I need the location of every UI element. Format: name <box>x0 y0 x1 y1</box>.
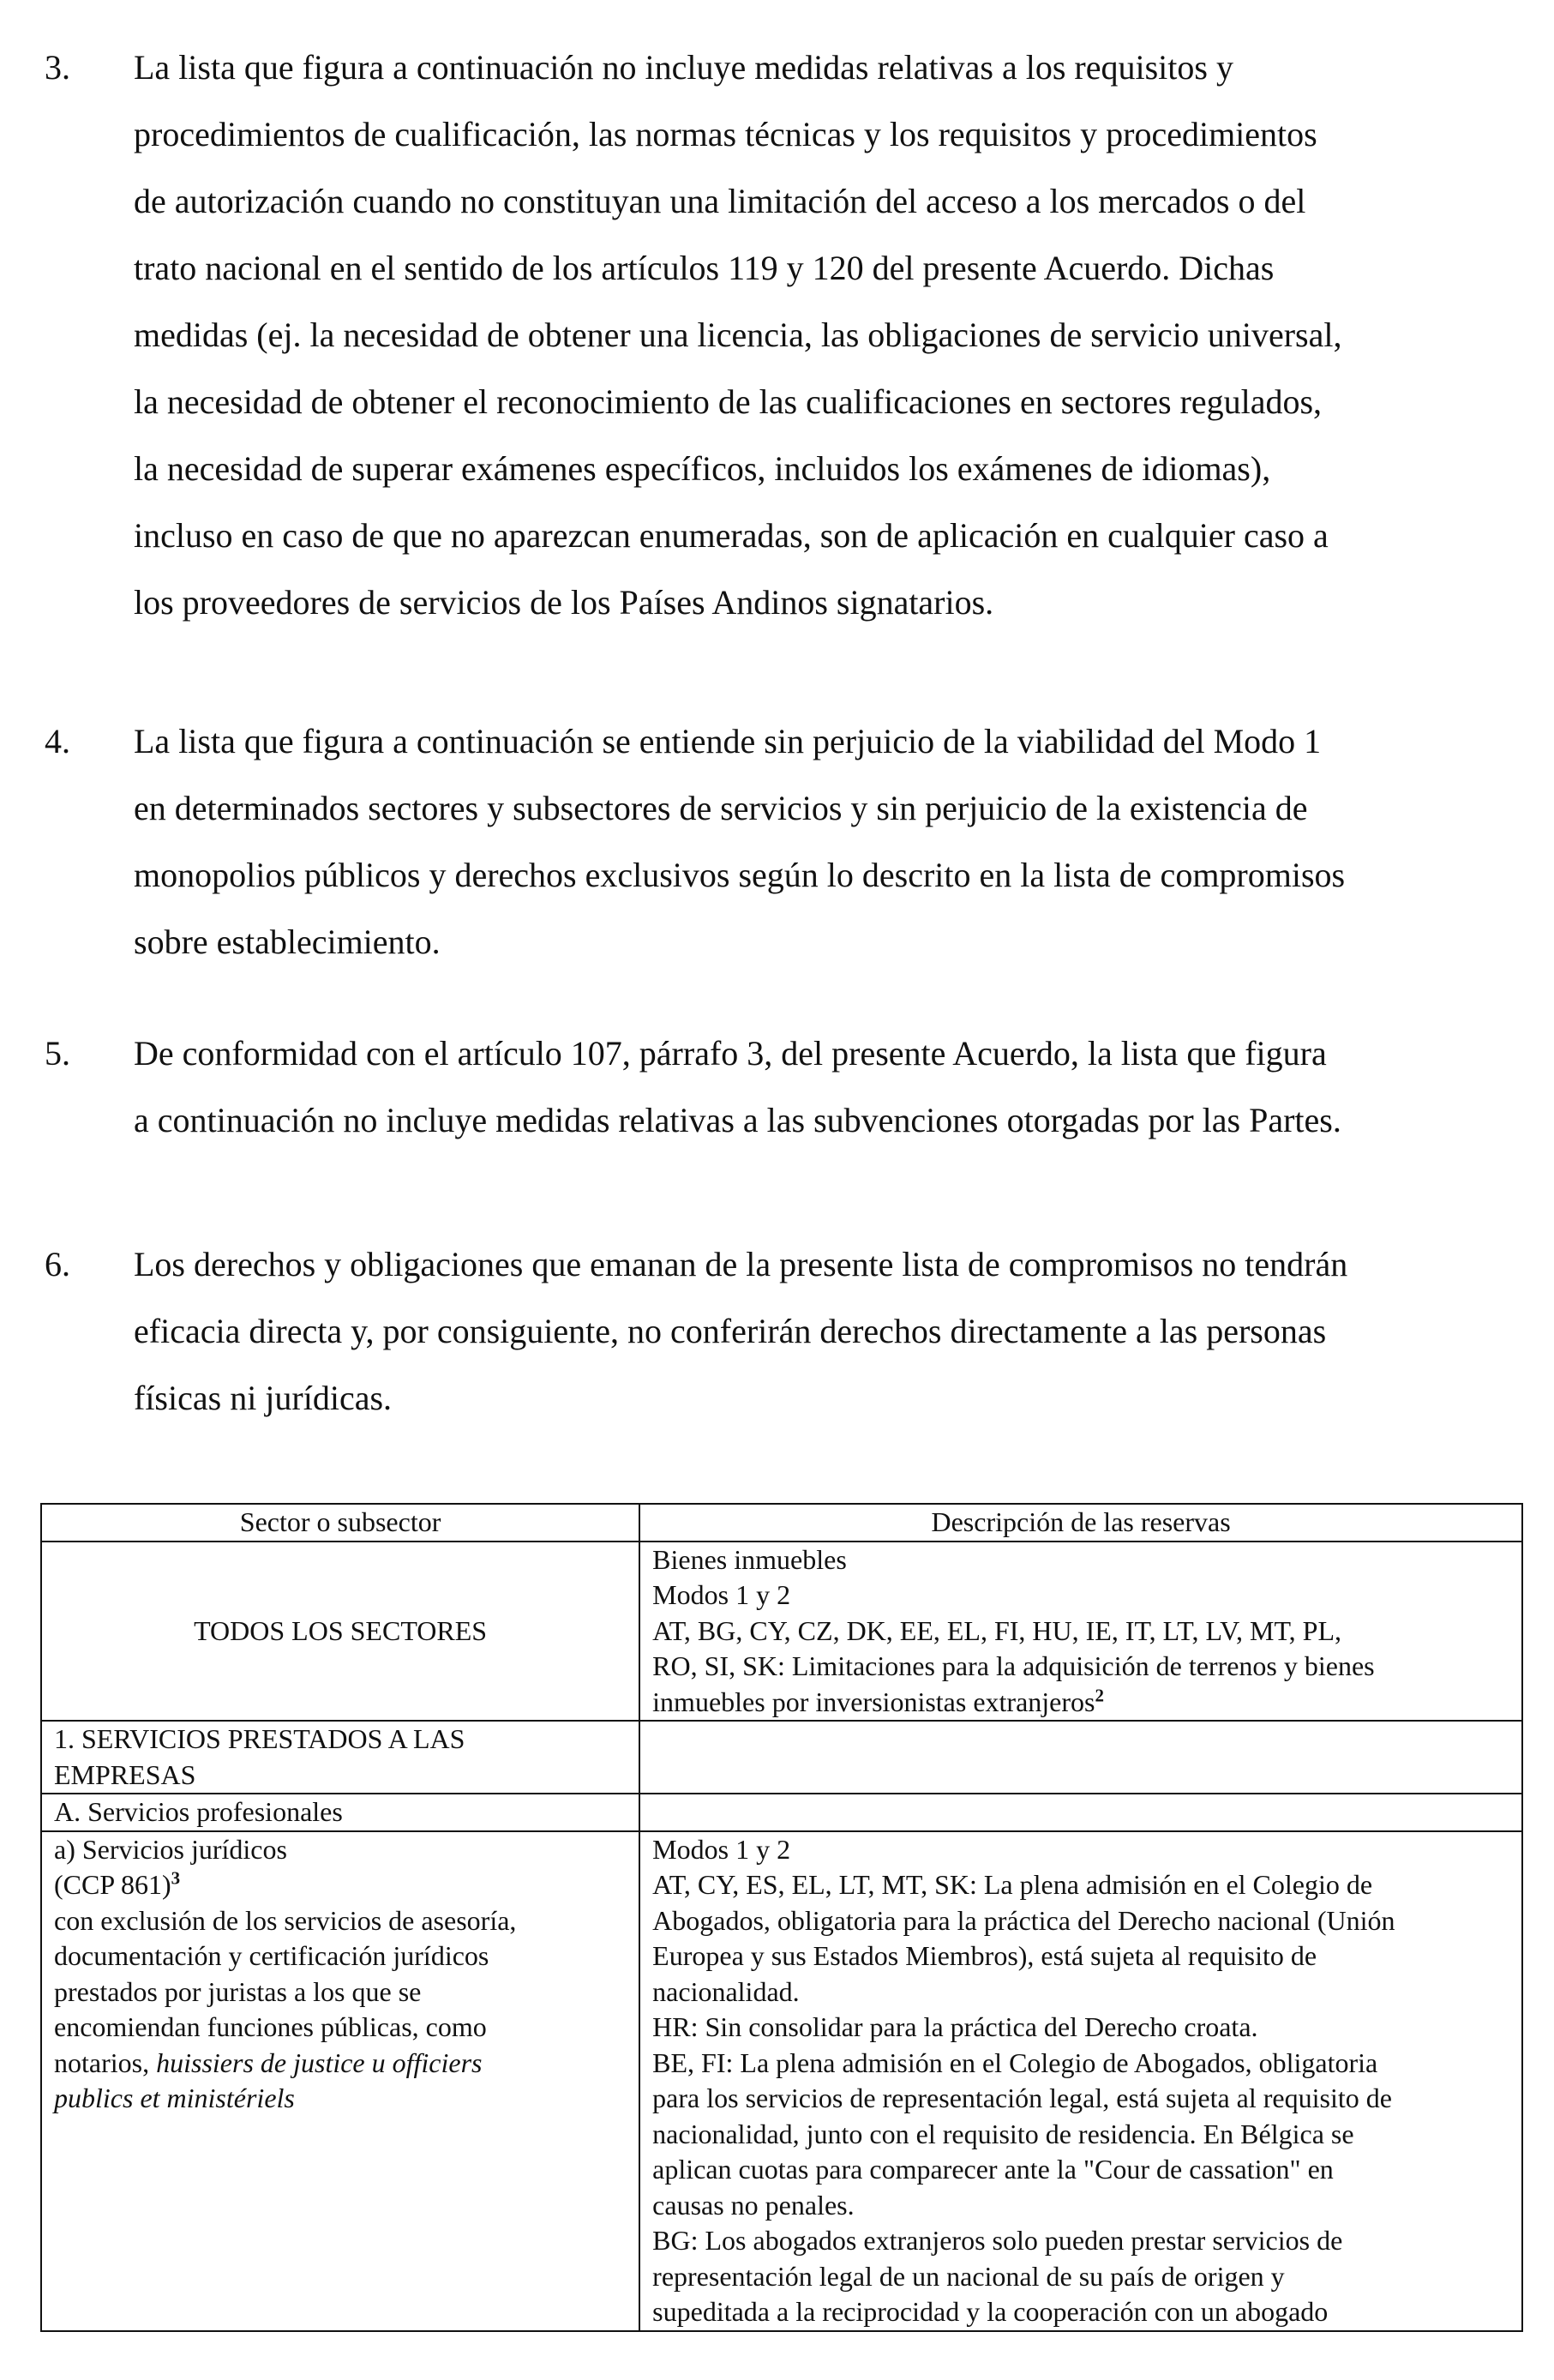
paragraph-line: los proveedores de servicios de los Países Andinos signatarios. <box>134 583 994 622</box>
description-line: Bienes inmuebles <box>652 1543 847 1575</box>
paragraph-line: Los derechos y obligaciones que emanan de la presente lista de compromisos no tendrán <box>134 1245 1348 1283</box>
paragraph-line: La lista que figura a continuación se entiende sin perjuicio de la viabilidad del Modo 1 <box>134 722 1322 760</box>
sector-text: (CCP 861) <box>54 1869 171 1900</box>
paragraph-line: de autorización cuando no constituyan una limitación del acceso a los mercados o del <box>134 182 1306 220</box>
table-row <box>41 1721 1522 1794</box>
paragraph-line: medidas (ej. la necesidad de obtener una licencia, las obligaciones de servicio universal, <box>134 316 1342 354</box>
paragraph-body <box>134 708 1536 976</box>
description-line: para los servicios de representación legal, está sujeta al requisito de <box>652 2082 1392 2113</box>
description-line: Abogados, obligatoria para la práctica del Derecho nacional (Unión <box>652 1904 1395 1936</box>
paragraph-number: 3. <box>45 48 70 87</box>
description-cell <box>639 1542 1522 1722</box>
description-line <box>652 1685 1509 1721</box>
reservations-table <box>40 1503 1523 2332</box>
sector-line <box>54 1867 627 1903</box>
paragraph-line: en determinados sectores y subsectores de servicios y sin perjuicio de la existencia de <box>134 789 1308 827</box>
sector-line: encomiendan funciones públicas, como <box>54 2011 487 2042</box>
sector-italic-text: huissiers de justice u officiers <box>156 2046 483 2078</box>
paragraph-line: eficacia directa y, por consiguiente, no conferirán derechos directamente a las personas <box>134 1312 1327 1350</box>
header-sector: Sector o subsector <box>41 1504 639 1542</box>
sector-line: 1. SERVICIOS PRESTADOS A LAS <box>54 1723 465 1754</box>
table-row <box>41 1794 1522 1831</box>
description-text: inmuebles por inversionistas extranjeros <box>652 1686 1095 1717</box>
sector-line: con exclusión de los servicios de asesoría, <box>54 1904 517 1936</box>
footnote-marker[interactable]: 3 <box>171 1867 181 1889</box>
description-line: BG: Los abogados extranjeros solo pueden prestar servicios de <box>652 2225 1343 2256</box>
paragraph-number: 6. <box>45 1245 70 1283</box>
table-header-row <box>41 1504 1522 1542</box>
description-line: supeditada a la reciprocidad y la cooperación con un abogado <box>652 2296 1329 2327</box>
sector-cell <box>41 1721 639 1794</box>
description-cell <box>639 1721 1522 1794</box>
sector-line <box>54 2046 627 2082</box>
paragraph-3 <box>45 34 1536 636</box>
description-line: Modos 1 y 2 <box>652 1833 791 1865</box>
paragraph-line: a continuación no incluye medidas relativas a las subvenciones otorgadas por las Partes. <box>134 1101 1341 1139</box>
paragraph-4 <box>45 708 1536 976</box>
sector-line: a) Servicios jurídicos <box>54 1833 287 1865</box>
paragraph-6 <box>45 1231 1536 1432</box>
paragraph-line: físicas ni jurídicas. <box>134 1379 393 1417</box>
sector-cell <box>41 1831 639 2331</box>
paragraph-line: incluso en caso de que no aparezcan enumeradas, son de aplicación en cualquier caso a <box>134 516 1329 555</box>
sector-text: notarios, <box>54 2046 157 2078</box>
paragraph-line: monopolios públicos y derechos exclusivos según lo descrito en la lista de compromisos <box>134 856 1346 894</box>
footnote-marker[interactable]: 2 <box>1095 1684 1104 1705</box>
description-line: AT, BG, CY, CZ, DK, EE, EL, FI, HU, IE, IT, LT, LV, MT, PL, <box>652 1614 1342 1646</box>
description-line: aplican cuotas para comparecer ante la "Cour de cassation" en <box>652 2154 1334 2185</box>
sector-cell: TODOS LOS SECTORES <box>41 1542 639 1722</box>
description-cell <box>639 1831 1522 2331</box>
paragraph-line: De conformidad con el artículo 107, párrafo 3, del presente Acuerdo, la lista que figura <box>134 1034 1327 1073</box>
description-line: AT, CY, ES, EL, LT, MT, SK: La plena admisión en el Colegio de <box>652 1869 1373 1900</box>
description-line: HR: Sin consolidar para la práctica del Derecho croata. <box>652 2011 1258 2042</box>
description-line: Europea y sus Estados Miembros), está sujeta al requisito de <box>652 1940 1317 1971</box>
description-line: nacionalidad. <box>652 1975 800 2007</box>
table-row <box>41 1831 1522 2331</box>
paragraph-line: la necesidad de obtener el reconocimiento de las cualificaciones en sectores regulados, <box>134 382 1323 421</box>
description-line: RO, SI, SK: Limitaciones para la adquisición de terrenos y bienes <box>652 1650 1375 1681</box>
paragraph-body <box>134 1020 1536 1154</box>
sector-line: prestados por juristas a los que se <box>54 1975 422 2007</box>
paragraph-number: 5. <box>45 1034 70 1073</box>
description-line: BE, FI: La plena admisión en el Colegio de Abogados, obligatoria <box>652 2046 1378 2078</box>
paragraph-body <box>134 1231 1536 1432</box>
description-line: nacionalidad, junto con el requisito de residencia. En Bélgica se <box>652 2118 1354 2149</box>
sector-italic-line: publics et ministériels <box>54 2082 295 2113</box>
sector-line: documentación y certificación jurídicos <box>54 1940 489 1971</box>
paragraph-line: sobre establecimiento. <box>134 923 441 961</box>
paragraph-line: La lista que figura a continuación no incluye medidas relativas a los requisitos y <box>134 48 1233 87</box>
description-line: representación legal de un nacional de su país de origen y <box>652 2260 1285 2292</box>
paragraph-line: procedimientos de cualificación, las normas técnicas y los requisitos y procedimientos <box>134 115 1317 153</box>
sector-line: EMPRESAS <box>54 1758 196 1790</box>
paragraph-line: trato nacional en el sentido de los artículos 119 y 120 del presente Acuerdo. Dichas <box>134 249 1275 287</box>
paragraph-5 <box>45 1020 1536 1154</box>
header-description: Descripción de las reservas <box>639 1504 1522 1542</box>
paragraph-line: la necesidad de superar exámenes específicos, incluidos los exámenes de idiomas), <box>134 449 1271 488</box>
paragraph-number: 4. <box>45 722 70 760</box>
paragraph-body <box>134 34 1536 636</box>
description-cell <box>639 1794 1522 1831</box>
description-line: causas no penales. <box>652 2189 855 2221</box>
description-line: Modos 1 y 2 <box>652 1579 791 1610</box>
table-row <box>41 1542 1522 1722</box>
sector-cell: A. Servicios profesionales <box>41 1794 639 1831</box>
